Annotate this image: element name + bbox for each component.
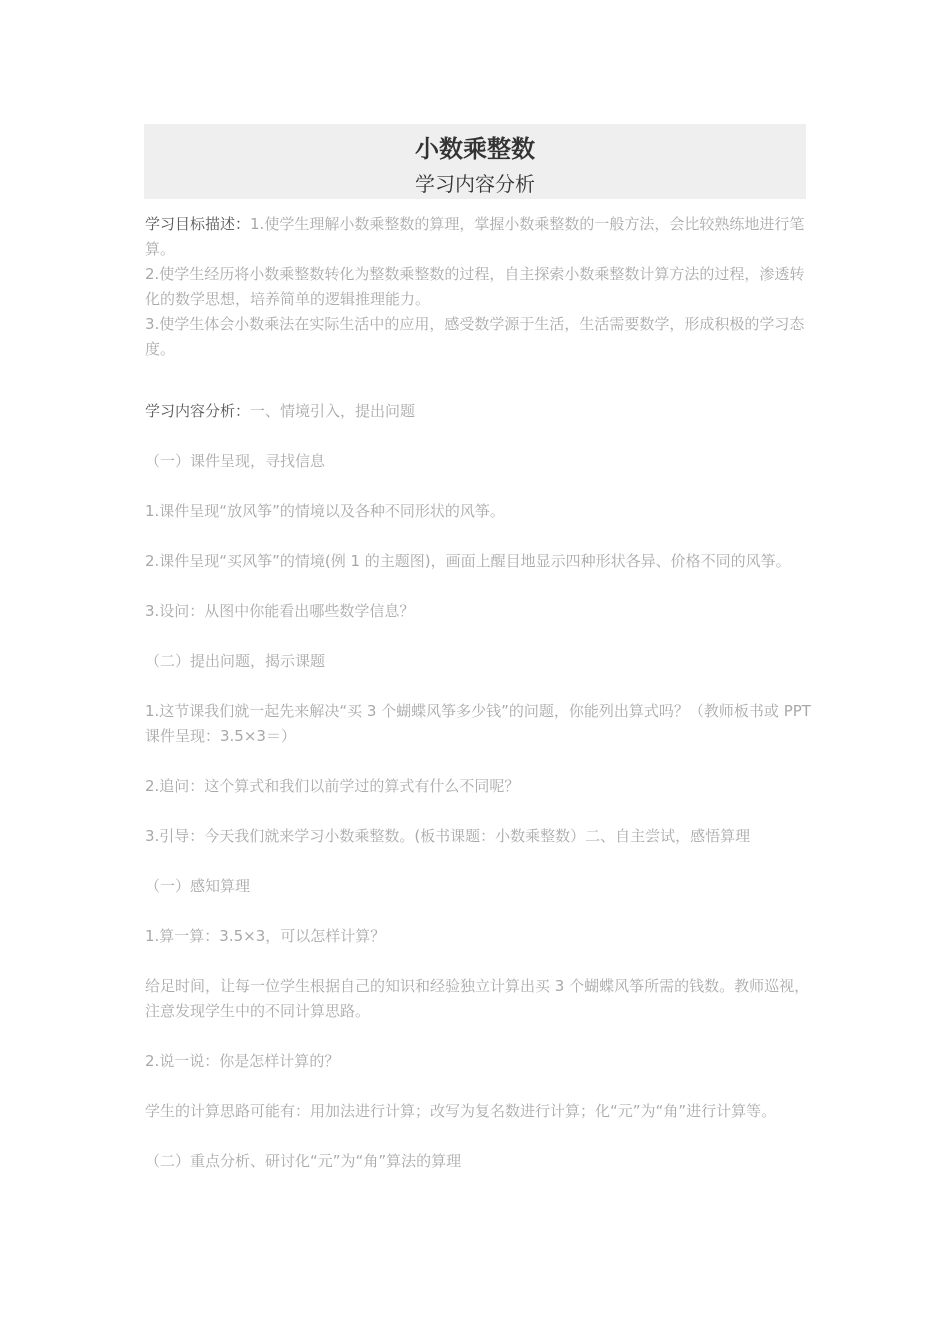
objective-3: 3.使学生体会小数乘法在实际生活中的应用，感受数学源于生活，生活需要数学，形成积极的学习态度。 bbox=[145, 315, 805, 358]
paragraph: 3.设问：从图中你能看出哪些数学信息？ bbox=[145, 602, 415, 620]
analysis-intro-text: 一、情境引入，提出问题 bbox=[250, 402, 416, 420]
paragraph: 1.课件呈现“放风筝”的情境以及各种不同形状的风筝。 bbox=[145, 502, 505, 520]
title-banner bbox=[144, 124, 806, 199]
paragraph: （一）课件呈现，寻找信息 bbox=[145, 452, 326, 470]
paragraph: 1.算一算：3.5×3，可以怎样计算？ bbox=[145, 927, 386, 945]
objective-2: 2.使学生经历将小数乘整数转化为整数乘整数的过程，自主探索小数乘整数计算方法的过程，渗透转化的数学思想，培养简单的逻辑推理能力。 bbox=[145, 265, 805, 308]
paragraph: 2.说一说：你是怎样计算的？ bbox=[145, 1052, 340, 1070]
objective-1 bbox=[145, 212, 815, 262]
document-title: 小数乘整数 bbox=[415, 135, 535, 163]
paragraph: 3.引导：今天我们就来学习小数乘整数。(板书课题：小数乘整数）二、自主尝试，感悟算理 bbox=[145, 827, 751, 845]
paragraph: 2.课件呈现“买风筝”的情境(例 1 的主题图)，画面上醒目地显示四种形状各异、价格不同的风筝。 bbox=[145, 552, 791, 570]
analysis-label: 学习内容分析： bbox=[145, 402, 251, 420]
paragraph: （一）感知算理 bbox=[145, 877, 251, 895]
paragraph: 1.这节课我们就一起先来解决“买 3 个蝴蝶风筝多少钱”的问题，你能列出算式吗？（教师板书或 PPT 课件呈现：3.5×3＝） bbox=[145, 702, 811, 745]
analysis-intro bbox=[145, 399, 815, 424]
paragraph: （二）提出问题，揭示课题 bbox=[145, 652, 326, 670]
document-subtitle: 学习内容分析 bbox=[415, 172, 535, 196]
paragraph: 学生的计算思路可能有：用加法进行计算；改写为复名数进行计算；化“元”为“角”进行计算等。 bbox=[145, 1102, 777, 1120]
paragraph: （二）重点分析、研讨化“元”为“角”算法的算理 bbox=[145, 1152, 462, 1170]
document-body bbox=[145, 212, 815, 1174]
paragraph: 给足时间，让每一位学生根据自己的知识和经验独立计算出买 3 个蝴蝶风筝所需的钱数。教师巡视，注意发现学生中的不同计算思路。 bbox=[145, 977, 810, 1020]
objectives-label: 学习目标描述： bbox=[145, 215, 251, 233]
paragraph: 2.追问：这个算式和我们以前学过的算式有什么不同呢？ bbox=[145, 777, 520, 795]
objective-1-text: 1.使学生理解小数乘整数的算理，掌握小数乘整数的一般方法，会比较熟练地进行笔算。 bbox=[145, 215, 805, 258]
